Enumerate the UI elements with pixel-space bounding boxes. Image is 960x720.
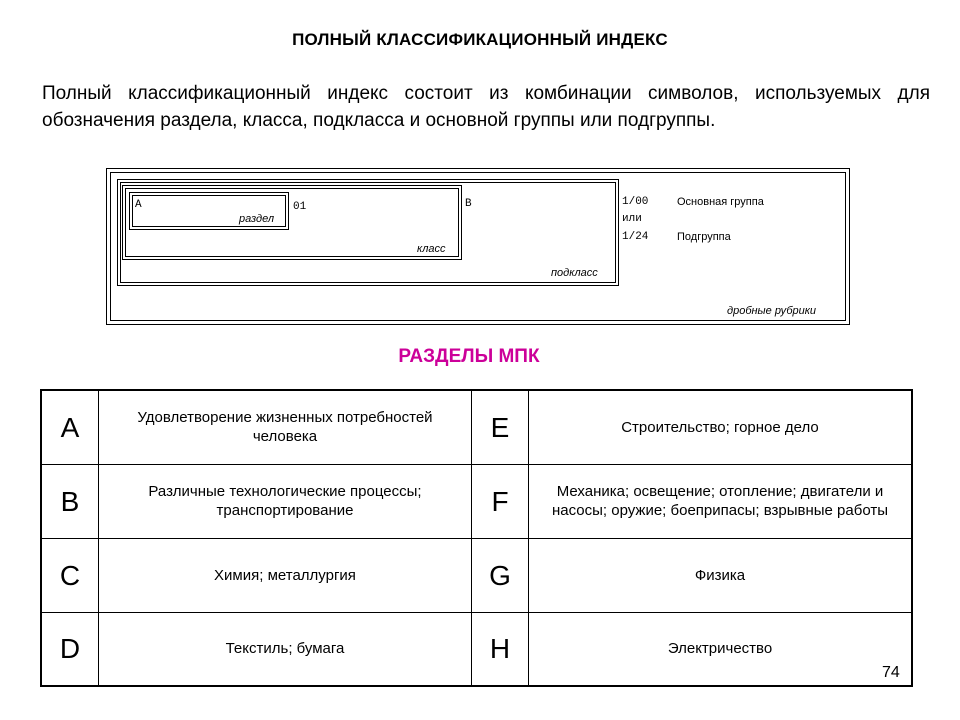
ipc-sections-table bbox=[40, 389, 913, 687]
subclass-code: B bbox=[465, 198, 472, 210]
section-description: Текстиль; бумага bbox=[99, 612, 472, 686]
section-description: Строительство; горное дело bbox=[529, 390, 913, 464]
section-description: Физика bbox=[529, 538, 913, 612]
subgroup-code: 1/24 bbox=[622, 231, 649, 243]
page-number: 74 bbox=[882, 664, 900, 681]
intro-paragraph: Полный классификационный индекс состоит из комбинации символов, используемых для обозначения раздела, класса, подкласса и основной группы или подгруппы. bbox=[42, 83, 930, 131]
section-letter: F bbox=[472, 464, 529, 538]
page-title: ПОЛНЫЙ КЛАССИФИКАЦИОННЫЙ ИНДЕКС bbox=[292, 30, 668, 49]
section-letter: G bbox=[472, 538, 529, 612]
class-code: 01 bbox=[293, 201, 307, 213]
section-description: Электричество bbox=[529, 612, 913, 686]
section-code: A bbox=[135, 199, 142, 211]
subgroup-label: Подгруппа bbox=[677, 231, 731, 243]
table-row bbox=[41, 612, 912, 686]
index-diagram bbox=[106, 168, 850, 325]
section-description: Механика; освещение; отопление; двигатели и насосы; оружие; боеприпасы; взрывные работы bbox=[529, 464, 913, 538]
subclass-label: подкласс bbox=[551, 267, 598, 279]
section-letter: H bbox=[472, 612, 529, 686]
class-label: класс bbox=[417, 243, 446, 255]
main-group-label: Основная группа bbox=[677, 196, 764, 208]
main-group-code: 1/00 bbox=[622, 196, 649, 208]
table-row bbox=[41, 390, 912, 464]
section-letter: C bbox=[41, 538, 99, 612]
section-label: раздел bbox=[239, 213, 275, 225]
sections-title: РАЗДЕЛЫ МПК bbox=[398, 346, 540, 367]
section-letter: A bbox=[41, 390, 99, 464]
table-row bbox=[41, 538, 912, 612]
fractional-label: дробные рубрики bbox=[727, 305, 817, 317]
section-letter: B bbox=[41, 464, 99, 538]
section-letter: D bbox=[41, 612, 99, 686]
table-row bbox=[41, 464, 912, 538]
section-description: Удовлетворение жизненных потребностей человека bbox=[99, 390, 472, 464]
section-letter: E bbox=[472, 390, 529, 464]
section-description: Химия; металлургия bbox=[99, 538, 472, 612]
or-text: или bbox=[622, 213, 642, 225]
section-description: Различные технологические процессы; транспортирование bbox=[99, 464, 472, 538]
